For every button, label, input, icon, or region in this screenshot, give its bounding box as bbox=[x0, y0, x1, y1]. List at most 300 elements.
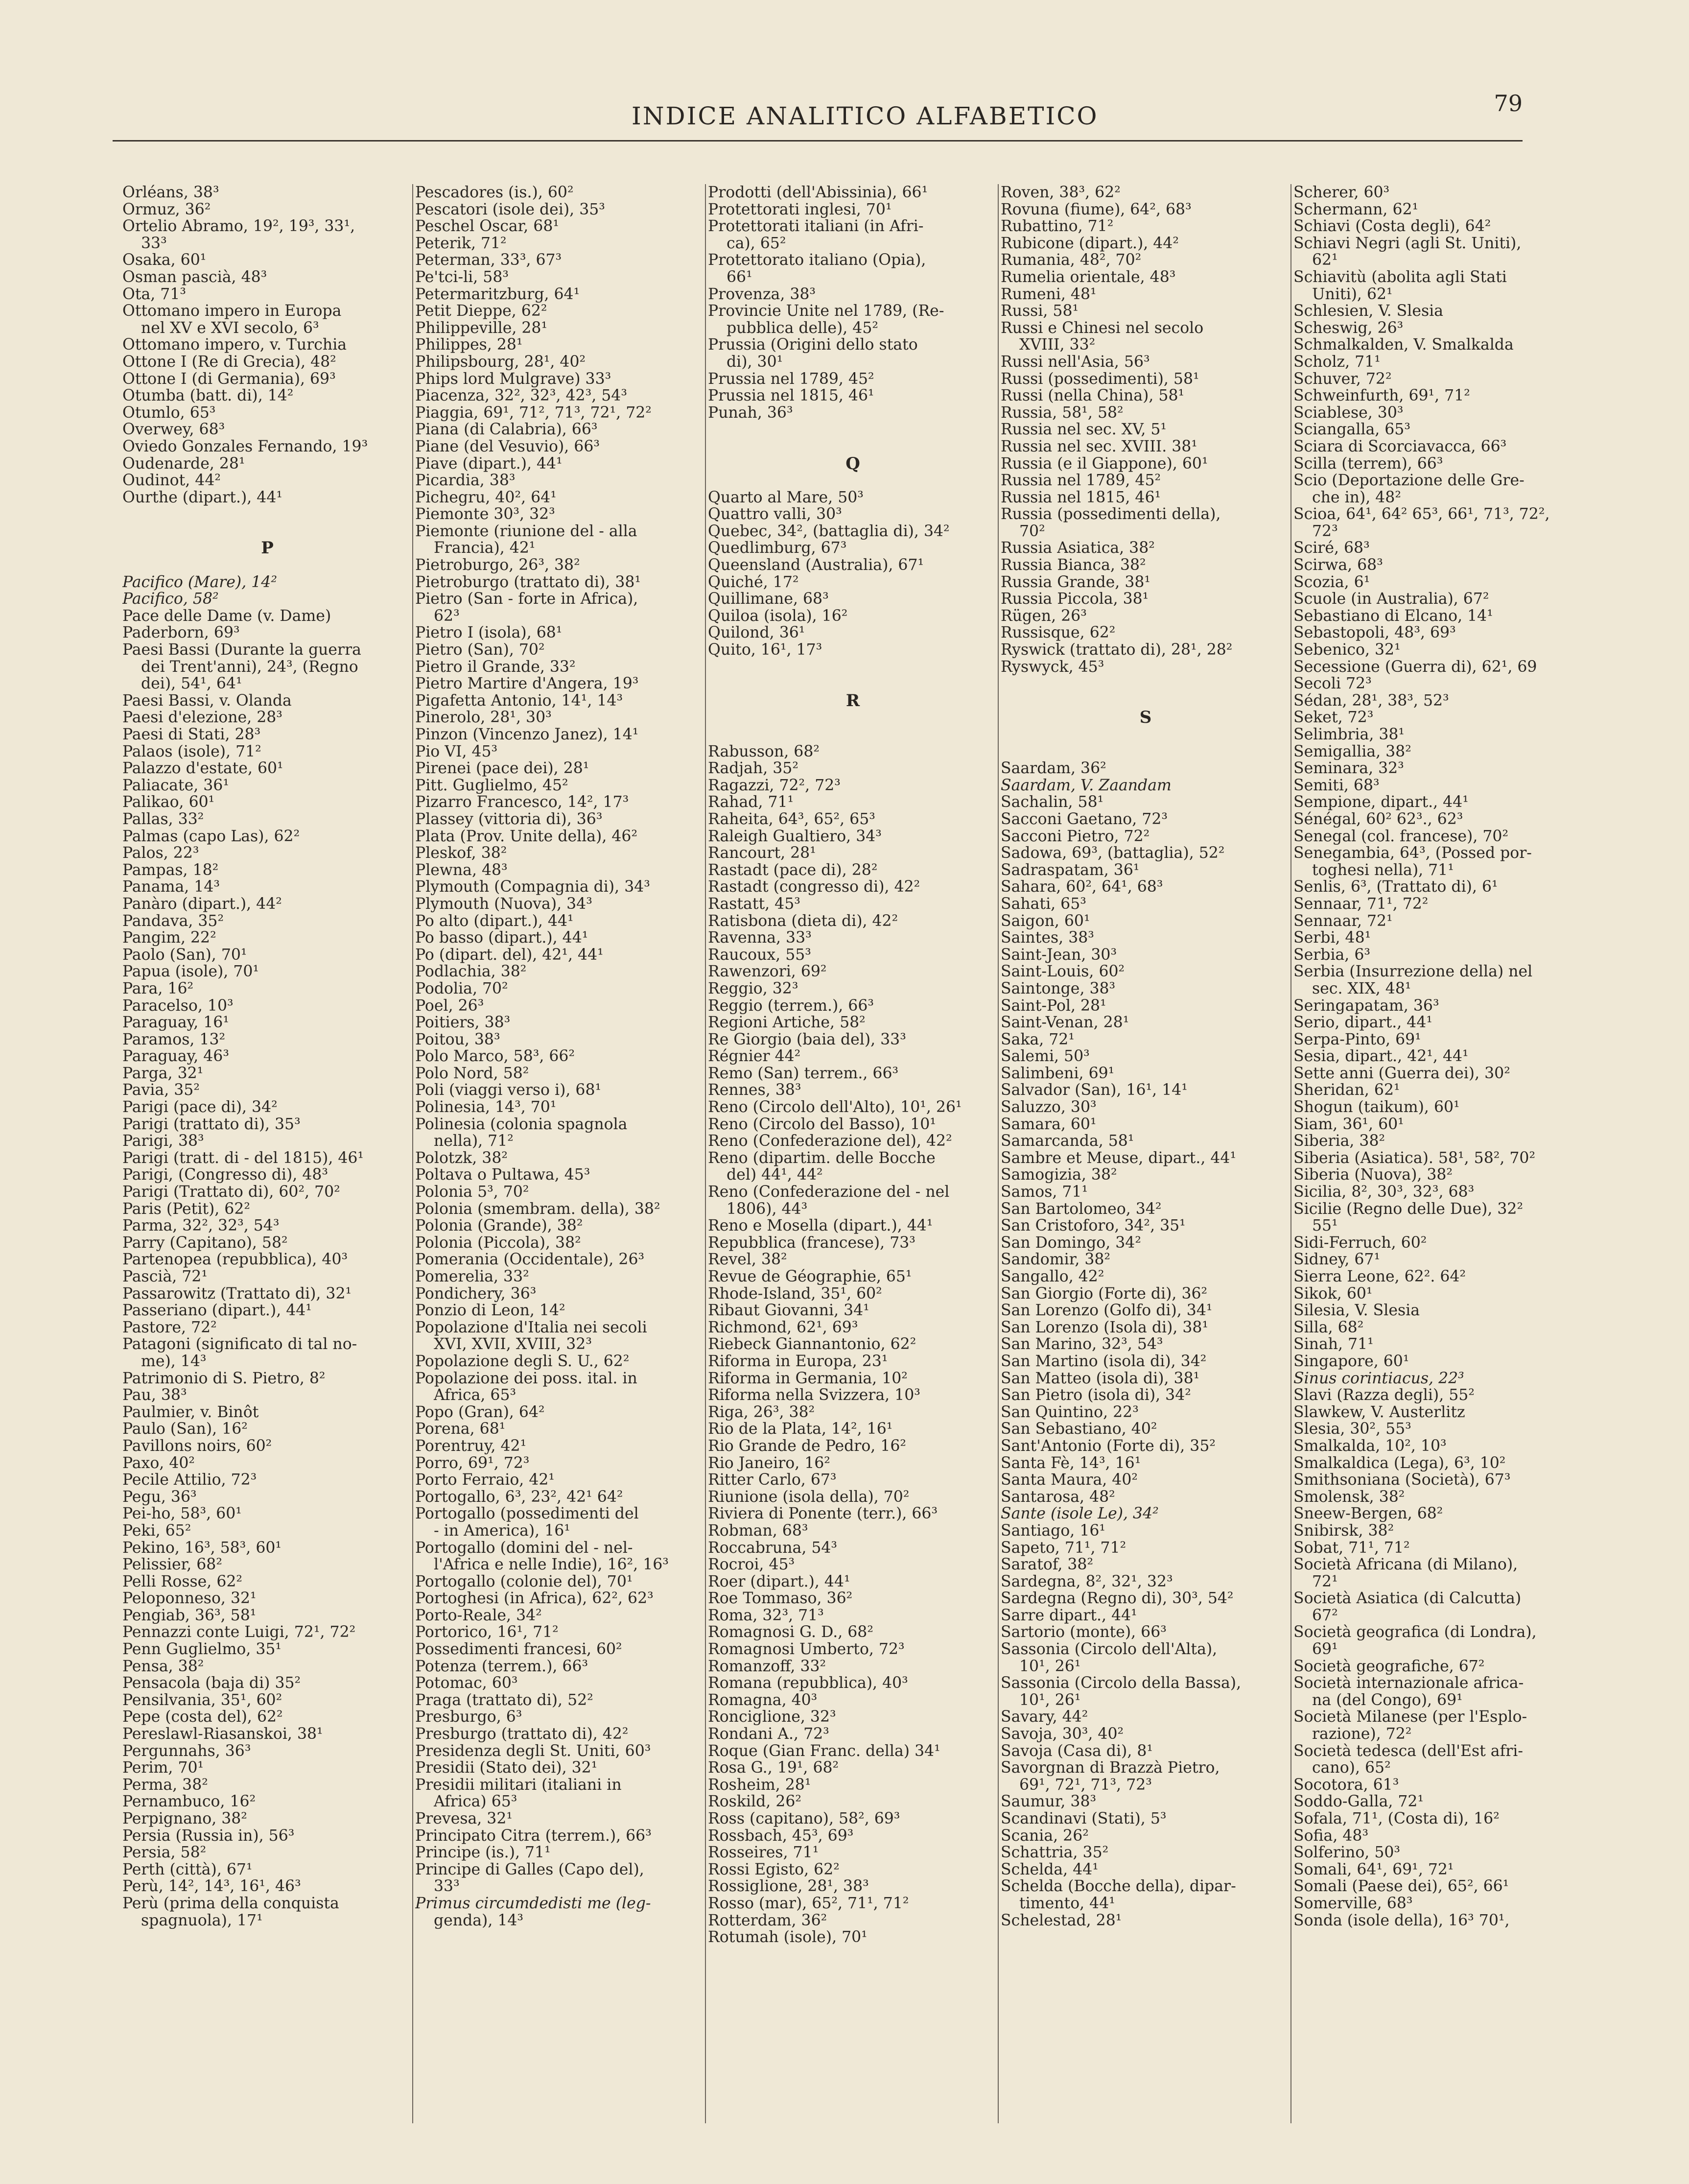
index-entry: Paesi d'elezione, 28³ bbox=[122, 709, 282, 726]
index-entry-continuation: dei Trent'anni), 24³, (Regno bbox=[141, 658, 358, 676]
index-entry: Pace delle Dame (v. Dame) bbox=[122, 607, 331, 625]
index-entry: Quebec, 34², (battaglia di), 34² bbox=[708, 522, 950, 540]
index-entry: Peki, 65² bbox=[122, 1522, 191, 1540]
index-entry: Sassonia (Circolo dell'Alta), bbox=[1001, 1641, 1218, 1658]
index-entry: Paderborn, 69³ bbox=[122, 624, 240, 642]
index-entry: Peschel Oscar, 68¹ bbox=[415, 218, 559, 235]
index-entry: San Quintino, 22³ bbox=[1001, 1403, 1139, 1421]
index-entry: Sciangalla, 65³ bbox=[1293, 421, 1410, 438]
index-entry: Palaos (isole), 71² bbox=[122, 743, 261, 760]
index-entry: Saint-Pol, 28¹ bbox=[1001, 997, 1106, 1015]
index-entry: Pepe (costa del), 62² bbox=[122, 1709, 283, 1726]
index-entry: Società internazionale africa- bbox=[1293, 1675, 1524, 1692]
index-entry: Serbia (Insurrezione della) nel bbox=[1293, 963, 1533, 980]
index-entry: Pekino, 16³, 58³, 60¹ bbox=[122, 1539, 282, 1557]
index-entry: Ritter Carlo, 67³ bbox=[708, 1472, 837, 1489]
index-entry: Ottone I (di Germania), 69³ bbox=[122, 370, 336, 388]
index-entry: Società Milanese (per l'Esplo- bbox=[1293, 1709, 1527, 1726]
index-entry: Pichegru, 40², 64¹ bbox=[415, 489, 557, 506]
index-entry: Smolensk, 38² bbox=[1293, 1488, 1405, 1506]
index-entry: Sofia, 48³ bbox=[1293, 1827, 1369, 1845]
index-entry: Paramos, 13² bbox=[122, 1031, 226, 1048]
index-entry: Salvador (San), 16¹, 14¹ bbox=[1001, 1082, 1188, 1099]
index-entry: Sikok, 60¹ bbox=[1293, 1285, 1373, 1303]
index-entry-continuation: 72¹ bbox=[1312, 1573, 1338, 1591]
index-entry: Soddo-Galla, 72¹ bbox=[1293, 1793, 1424, 1810]
index-entry-continuation: XVIII, 33² bbox=[1019, 336, 1096, 354]
index-entry: Pavia, 35² bbox=[122, 1082, 200, 1099]
index-entry-continuation: 55¹ bbox=[1312, 1217, 1338, 1234]
index-entry: Prussia nel 1789, 45² bbox=[708, 370, 874, 388]
index-entry: Parigi (Trattato di), 60², 70² bbox=[122, 1184, 340, 1201]
index-entry: Presidii militari (italiani in bbox=[415, 1776, 622, 1794]
index-entry-continuation: pubblica delle), 45² bbox=[727, 319, 878, 337]
index-column-1 bbox=[122, 184, 413, 2123]
index-entry: Roven, 38³, 62² bbox=[1001, 184, 1121, 201]
index-entry: Sheridan, 62¹ bbox=[1293, 1082, 1400, 1099]
index-entry: Russi, 58¹ bbox=[1001, 303, 1079, 320]
index-entry: Sidi-Ferruch, 60² bbox=[1293, 1234, 1427, 1252]
index-entry: Salemi, 50³ bbox=[1001, 1048, 1090, 1065]
index-entry: Schuver, 72² bbox=[1293, 370, 1392, 388]
index-entry: Rosseires, 71¹ bbox=[708, 1844, 819, 1861]
index-entry-continuation: sec. XIX, 48¹ bbox=[1312, 980, 1411, 997]
index-entry: Portorico, 16¹, 71² bbox=[415, 1624, 559, 1641]
index-entry: Pescadores (is.), 60² bbox=[415, 184, 574, 201]
index-entry: Régnier 44² bbox=[708, 1048, 801, 1065]
index-entry: Paulmier, v. Binôt bbox=[122, 1403, 259, 1421]
index-entry: Peloponneso, 32¹ bbox=[122, 1590, 257, 1607]
index-entry: Saint-Jean, 30³ bbox=[1001, 946, 1117, 964]
index-entry: Saardam, 36² bbox=[1001, 760, 1106, 777]
index-entry: Russia (e il Giappone), 60¹ bbox=[1001, 455, 1208, 473]
index-entry: Panàro (dipart.), 44² bbox=[122, 895, 282, 913]
index-entry: Sciré, 68³ bbox=[1293, 540, 1370, 557]
index-entry: Pietro (San - forte in Africa), bbox=[415, 591, 638, 608]
index-entry: Paolo (San), 70¹ bbox=[122, 946, 247, 964]
index-entry: Rosso (mar), 65², 71¹, 71² bbox=[708, 1895, 909, 1912]
index-entry: Popo (Gran), 64² bbox=[415, 1403, 545, 1421]
index-entry: Roe Tommaso, 36² bbox=[708, 1590, 853, 1607]
index-entry: Palikao, 60¹ bbox=[122, 794, 215, 811]
index-entry-continuation: timento, 44¹ bbox=[1019, 1895, 1115, 1912]
index-entry: Paris (Petit), 62² bbox=[122, 1200, 250, 1218]
index-entry: Pastore, 72² bbox=[122, 1319, 217, 1336]
index-entry: Pinerolo, 28¹, 30³ bbox=[415, 709, 552, 726]
index-entry: Pensacola (baja di) 35² bbox=[122, 1675, 301, 1692]
index-entry: Scandinavi (Stati), 5³ bbox=[1001, 1810, 1167, 1828]
index-entry: Polonia (Piccola), 38² bbox=[415, 1234, 581, 1252]
index-entry-continuation: Uniti), 62¹ bbox=[1312, 285, 1393, 303]
index-entry: Savorgnan di Brazzà Pietro, bbox=[1001, 1759, 1220, 1777]
index-entry: Portoghesi (in Africa), 62², 62³ bbox=[415, 1590, 654, 1607]
index-entry: Revue de Géographie, 65¹ bbox=[708, 1268, 912, 1285]
spacer bbox=[1001, 675, 1290, 692]
index-entry: Siberia, 38² bbox=[1293, 1133, 1385, 1150]
index-entry-continuation: Africa) 65³ bbox=[434, 1793, 517, 1810]
index-entry: Riga, 26³, 38² bbox=[708, 1403, 815, 1421]
index-entry: Portogallo, 6³, 23², 42¹ 64² bbox=[415, 1488, 623, 1506]
index-entry: Ribaut Giovanni, 34¹ bbox=[708, 1302, 869, 1319]
index-entry: Richmond, 62¹, 69³ bbox=[708, 1319, 858, 1336]
index-entry: Pizarro Francesco, 14², 17³ bbox=[415, 794, 629, 811]
index-entry: Senegal (col. francese), 70² bbox=[1293, 828, 1509, 845]
index-entry-continuation: nella), 71² bbox=[434, 1133, 514, 1150]
spacer bbox=[708, 472, 998, 489]
index-entry: Pietro (San), 70² bbox=[415, 641, 545, 659]
index-entry: Otumba (batt. di), 14² bbox=[122, 387, 294, 404]
index-entry: Rumania, 48², 70² bbox=[1001, 252, 1142, 269]
index-entry: Peterman, 33³, 67³ bbox=[415, 252, 562, 269]
index-entry: Pengiab, 36³, 58¹ bbox=[122, 1607, 257, 1624]
index-entry: Palmas (capo Las), 62² bbox=[122, 828, 300, 845]
index-entry: Punah, 36³ bbox=[708, 404, 793, 422]
index-entry: Quillimane, 68³ bbox=[708, 591, 829, 608]
index-entry-continuation: dei), 54¹, 64¹ bbox=[141, 675, 242, 692]
index-entry: Samos, 71¹ bbox=[1001, 1184, 1088, 1201]
index-entry: Philipsbourg, 28¹, 40² bbox=[415, 353, 586, 371]
index-entry: Serpa-Pinto, 69¹ bbox=[1293, 1031, 1421, 1048]
index-entry: Russia Bianca, 38² bbox=[1001, 557, 1146, 574]
index-entry: Saluzzo, 30³ bbox=[1001, 1099, 1097, 1116]
index-entry: Polonia (Grande), 38² bbox=[415, 1217, 583, 1234]
index-entry: Podlachia, 38² bbox=[415, 963, 527, 980]
index-entry: Russia, 58¹, 58² bbox=[1001, 404, 1124, 422]
index-entry: Paraguay, 16¹ bbox=[122, 1014, 229, 1031]
index-entry-continuation: di), 30¹ bbox=[727, 353, 783, 371]
index-entry: Pensa, 38² bbox=[122, 1658, 204, 1675]
index-entry: Seminara, 32³ bbox=[1293, 760, 1404, 777]
index-entry-continuation: nel XV e XVI secolo, 6³ bbox=[141, 319, 319, 337]
spacer bbox=[122, 523, 412, 540]
index-entry: Saumur, 38³ bbox=[1001, 1793, 1097, 1810]
index-entry: Parigi (trattato di), 35³ bbox=[122, 1116, 301, 1133]
index-entry: Penn Guglielmo, 35¹ bbox=[122, 1641, 282, 1658]
index-entry: Robman, 68³ bbox=[708, 1522, 808, 1540]
index-entry: Principe (is.), 71¹ bbox=[415, 1844, 551, 1861]
index-entry: Otumlo, 65³ bbox=[122, 404, 216, 422]
index-entry: Porto Ferraio, 42¹ bbox=[415, 1472, 555, 1489]
index-entry: Revel, 38² bbox=[708, 1251, 787, 1268]
spacer bbox=[708, 726, 998, 743]
index-entry: Riforma in Europa, 23¹ bbox=[708, 1353, 888, 1370]
index-entry: Società geografica (di Londra), bbox=[1293, 1624, 1537, 1641]
index-entry: Singapore, 60¹ bbox=[1293, 1353, 1409, 1370]
index-entry: Protettorato italiano (Opia), bbox=[708, 252, 926, 269]
index-entry: Porentruy, 42¹ bbox=[415, 1437, 527, 1455]
index-entry: Santa Fè, 14³, 16¹ bbox=[1001, 1454, 1141, 1472]
index-entry: Rahad, 71¹ bbox=[708, 794, 794, 811]
index-entry: San Pietro (isola di), 34² bbox=[1001, 1387, 1191, 1404]
index-entry-continuation: Francia), 42¹ bbox=[434, 540, 536, 557]
index-entry: Schelda (Bocche della), dipar- bbox=[1001, 1878, 1236, 1895]
index-entry: Sinus corintiacus, 22³ bbox=[1293, 1370, 1464, 1387]
index-entry: Pelli Rosse, 62² bbox=[122, 1573, 243, 1591]
index-entry: Radjah, 35² bbox=[708, 760, 798, 777]
index-entry: Perim, 70¹ bbox=[122, 1759, 204, 1777]
index-entry: Prevesa, 32¹ bbox=[415, 1810, 513, 1828]
index-entry: Schweinfurth, 69¹, 71² bbox=[1293, 387, 1470, 404]
index-entry-continuation: Africa, 65³ bbox=[434, 1387, 516, 1404]
index-entry-continuation: 69¹ bbox=[1312, 1641, 1338, 1658]
index-entry: Pigafetta Antonio, 14¹, 14³ bbox=[415, 692, 623, 710]
index-entry: Rawenzori, 69² bbox=[708, 963, 827, 980]
index-entry: Pavillons noirs, 60² bbox=[122, 1437, 272, 1455]
index-entry: Primus circumdedisti me (leg- bbox=[415, 1895, 651, 1912]
index-entry: San Domingo, 34² bbox=[1001, 1234, 1141, 1252]
spacer bbox=[122, 557, 412, 574]
index-entry: Roer (dipart.), 44¹ bbox=[708, 1573, 850, 1591]
spacer bbox=[708, 709, 998, 726]
index-entry: Piaggia, 69¹, 71², 71³, 72¹, 72² bbox=[415, 404, 652, 422]
spacer bbox=[1001, 692, 1290, 710]
index-entry-continuation: me), 14³ bbox=[141, 1353, 207, 1370]
index-entry: Sambre et Meuse, dipart., 44¹ bbox=[1001, 1149, 1237, 1167]
index-entry-continuation: 33³ bbox=[141, 235, 167, 252]
index-entry-continuation: del) 44¹, 44² bbox=[727, 1166, 823, 1184]
index-entry: Sidney, 67¹ bbox=[1293, 1251, 1381, 1268]
spacer bbox=[708, 421, 998, 438]
index-entry: Ottomano impero, v. Turchia bbox=[122, 336, 347, 354]
index-entry-continuation: l'Africa e nelle Indie), 16², 16³ bbox=[434, 1556, 669, 1573]
index-entry: Perpignano, 38² bbox=[122, 1810, 247, 1828]
index-entry: Patagoni (significato di tal no- bbox=[122, 1336, 357, 1353]
index-entry: Siberia (Asiatica). 58¹, 58², 70² bbox=[1293, 1149, 1536, 1167]
index-entry: Saardam, V. Zaandam bbox=[1001, 777, 1172, 794]
index-entry-continuation: ca), 65² bbox=[727, 235, 786, 252]
index-entry: Reno e Mosella (dipart.), 44¹ bbox=[708, 1217, 933, 1234]
index-entry: Reno (Confederazione del), 42² bbox=[708, 1133, 952, 1150]
index-entry: Piemonte 30³, 32³ bbox=[415, 506, 555, 523]
index-entry: Slawkew, V. Austerlitz bbox=[1293, 1403, 1465, 1421]
index-entry: Sandomir, 38² bbox=[1001, 1251, 1111, 1268]
index-entry: Piave (dipart.), 44¹ bbox=[415, 455, 563, 473]
index-entry: Sartorio (monte), 66³ bbox=[1001, 1624, 1167, 1641]
page-header bbox=[113, 90, 1523, 142]
index-entry: Russia nel 1789, 45² bbox=[1001, 472, 1161, 489]
index-entry: Principato Citra (terrem.), 66³ bbox=[415, 1827, 652, 1845]
index-entry: Perth (città), 67¹ bbox=[122, 1861, 253, 1878]
index-entry: Petit Dieppe, 62² bbox=[415, 303, 547, 320]
index-entry: Riebeck Giannantonio, 62² bbox=[708, 1336, 916, 1353]
index-entry: Parga, 32¹ bbox=[122, 1065, 204, 1082]
index-entry: Rondani A., 72³ bbox=[708, 1726, 829, 1743]
index-entry: Semigallia, 38² bbox=[1293, 743, 1411, 760]
index-column-5 bbox=[1293, 184, 1583, 2123]
index-entry: Rennes, 38³ bbox=[708, 1082, 801, 1099]
index-entry: Schiavitù (abolita agli Stati bbox=[1293, 268, 1507, 286]
index-entry: Quiloa (isola), 16² bbox=[708, 607, 848, 625]
index-entry: Reggio, 32³ bbox=[708, 980, 798, 997]
index-entry: Rocroi, 45³ bbox=[708, 1556, 795, 1573]
index-entry: Schmalkalden, V. Smalkalda bbox=[1293, 336, 1514, 354]
index-entry: Partenopea (repubblica), 40³ bbox=[122, 1251, 348, 1268]
index-entry: Pinzon (Vincenzo Janez), 14¹ bbox=[415, 726, 639, 743]
index-entry: Provincie Unite nel 1789, (Re- bbox=[708, 303, 944, 320]
index-entry: Rubattino, 71² bbox=[1001, 218, 1114, 235]
index-entry: Porro, 69¹, 72³ bbox=[415, 1454, 530, 1472]
index-entry: Sant'Antonio (Forte di), 35² bbox=[1001, 1437, 1216, 1455]
index-entry: Pietro Martire d'Angera, 19³ bbox=[415, 675, 639, 692]
index-entry: Polo Marco, 58³, 66² bbox=[415, 1048, 575, 1065]
index-entry-continuation: 33³ bbox=[434, 1878, 460, 1895]
index-entry: Polo Nord, 58² bbox=[415, 1065, 529, 1082]
index-entry: Plewna, 48³ bbox=[415, 861, 508, 879]
index-entry: San Martino (isola di), 34² bbox=[1001, 1353, 1207, 1370]
index-entry: Petermaritzburg, 64¹ bbox=[415, 285, 580, 303]
index-entry: Pomerania (Occidentale), 26³ bbox=[415, 1251, 645, 1268]
index-entry-continuation: cano), 65² bbox=[1312, 1759, 1391, 1777]
index-entry: Solferino, 50³ bbox=[1293, 1844, 1401, 1861]
index-entry: Parigi (tratt. di - del 1815), 46¹ bbox=[122, 1149, 364, 1167]
index-entry: Seringapatam, 36³ bbox=[1293, 997, 1439, 1015]
index-entry: Passeriano (dipart.), 44¹ bbox=[122, 1302, 312, 1319]
index-entry: Regioni Artiche, 58² bbox=[708, 1014, 866, 1031]
index-entry: Sofala, 71¹, (Costa di), 16² bbox=[1293, 1810, 1500, 1828]
index-entry: Russia nel sec. XVIII. 38¹ bbox=[1001, 438, 1197, 455]
index-entry: Ragazzi, 72², 72³ bbox=[708, 777, 841, 794]
index-entry: Secessione (Guerra di), 62¹, 69 bbox=[1293, 658, 1537, 676]
index-entry: Saint-Venan, 28¹ bbox=[1001, 1014, 1129, 1031]
index-entry: Sebenico, 32¹ bbox=[1293, 641, 1401, 659]
index-entry: Seket, 72³ bbox=[1293, 709, 1374, 726]
index-entry: Sarre dipart., 44¹ bbox=[1001, 1607, 1137, 1624]
index-entry: Raleigh Gualtiero, 34³ bbox=[708, 828, 882, 845]
index-entry: Principe di Galles (Capo del), bbox=[415, 1861, 644, 1878]
page-title: INDICE ANALITICO ALFABETICO bbox=[632, 102, 1099, 130]
index-entry: Samogizia, 38² bbox=[1001, 1166, 1117, 1184]
index-entry: Reno (Circolo dell'Alto), 10¹, 26¹ bbox=[708, 1099, 962, 1116]
index-entry: Slesia, 30², 55³ bbox=[1293, 1421, 1411, 1438]
index-entry: Smalkaldica (Lega), 6³, 10² bbox=[1293, 1454, 1506, 1472]
index-entry: Sciara di Scorciavacca, 66³ bbox=[1293, 438, 1507, 455]
index-entry: Società Asiatica (di Calcutta) bbox=[1293, 1590, 1522, 1607]
index-entry: Prussia (Origini dello stato bbox=[708, 336, 918, 354]
index-entry: Phips lord Mulgrave) 33³ bbox=[415, 370, 611, 388]
spacer bbox=[122, 506, 412, 523]
index-entry: Silla, 68² bbox=[1293, 1319, 1364, 1336]
index-entry: Queensland (Australia), 67¹ bbox=[708, 557, 924, 574]
index-entry: Sonda (isole della), 16³ 70¹, bbox=[1293, 1912, 1510, 1929]
index-entry: Russisque, 62² bbox=[1001, 624, 1116, 642]
index-entry: Pe'tci-li, 58³ bbox=[415, 268, 509, 286]
index-entry: Roma, 32³, 71³ bbox=[708, 1607, 824, 1624]
index-entry: Scuole (in Australia), 67² bbox=[1293, 591, 1489, 608]
index-entry-continuation: 1806), 44³ bbox=[727, 1200, 808, 1218]
index-entry: Pangim, 22² bbox=[122, 929, 216, 947]
index-entry: Rabusson, 68² bbox=[708, 743, 820, 760]
index-entry: Sobat, 71¹, 71² bbox=[1293, 1539, 1410, 1557]
index-entry: Pondichery, 36³ bbox=[415, 1285, 537, 1303]
index-entry: Oudenarde, 28¹ bbox=[122, 455, 245, 473]
index-entry: Rovuna (fiume), 64², 68³ bbox=[1001, 201, 1192, 218]
index-entry: Sapeto, 71¹, 71² bbox=[1001, 1539, 1126, 1557]
index-entry: Semiti, 68³ bbox=[1293, 777, 1380, 794]
index-entry: Philippes, 28¹ bbox=[415, 336, 523, 354]
index-entry: Santarosa, 48² bbox=[1001, 1488, 1115, 1506]
index-entry: Philippeville, 28¹ bbox=[415, 319, 548, 337]
index-entry: Sennaar, 72¹ bbox=[1293, 912, 1393, 930]
index-entry: Società tedesca (dell'Est afri- bbox=[1293, 1742, 1524, 1760]
index-entry: Russia Grande, 38¹ bbox=[1001, 573, 1151, 591]
index-entry: Quito, 16¹, 17³ bbox=[708, 641, 822, 659]
index-entry: San Cristoforo, 34², 35¹ bbox=[1001, 1217, 1186, 1234]
index-entry: Portogallo (domini del - nel- bbox=[415, 1539, 633, 1557]
index-entry: Rancourt, 28¹ bbox=[708, 845, 816, 862]
index-entry: Perù (prima della conquista bbox=[122, 1895, 339, 1912]
index-entry: Senegambia, 64³, (Possed por- bbox=[1293, 845, 1532, 862]
index-entry: Russia Asiatica, 38² bbox=[1001, 540, 1155, 557]
index-entry: Ota, 71³ bbox=[122, 285, 186, 303]
index-column-3 bbox=[708, 184, 999, 2123]
index-entry: Sebastopoli, 48³, 69³ bbox=[1293, 624, 1456, 642]
index-entry: Romana (repubblica), 40³ bbox=[708, 1675, 908, 1692]
index-entry: Società Africana (di Milano), bbox=[1293, 1556, 1518, 1573]
index-entry: Sassonia (Circolo della Bassa), bbox=[1001, 1675, 1242, 1692]
index-entry: Ormuz, 36² bbox=[122, 201, 211, 218]
index-entry: Russi nell'Asia, 56³ bbox=[1001, 353, 1150, 371]
index-entry: Rügen, 26³ bbox=[1001, 607, 1087, 625]
index-entry: Quarto al Mare, 50³ bbox=[708, 489, 864, 506]
index-entry: Somali (Paese dei), 65², 66¹ bbox=[1293, 1878, 1509, 1895]
index-entry: Rastatt, 45³ bbox=[708, 895, 800, 913]
index-entry: Pegu, 36³ bbox=[122, 1488, 197, 1506]
index-entry: Remo (San) terrem., 66³ bbox=[708, 1065, 899, 1082]
index-entry: Piana (di Calabria), 66³ bbox=[415, 421, 598, 438]
index-entry: Ottone I (Re di Grecia), 48² bbox=[122, 353, 336, 371]
index-entry: Popolazione d'Italia nei secoli bbox=[415, 1319, 647, 1336]
index-entry-continuation: 62¹ bbox=[1312, 252, 1338, 269]
index-entry: Pio VI, 45³ bbox=[415, 743, 498, 760]
index-entry: Paesi Bassi (Durante la guerra bbox=[122, 641, 361, 659]
index-entry: Sadraspatam, 36¹ bbox=[1001, 861, 1140, 879]
index-entry: San Sebastiano, 40² bbox=[1001, 1421, 1157, 1438]
index-entry: Picardia, 38³ bbox=[415, 472, 516, 489]
index-entry: Riunione (isola della), 70² bbox=[708, 1488, 910, 1506]
index-entry: Shogun (taikum), 60¹ bbox=[1293, 1099, 1460, 1116]
index-entry: Pascià, 72¹ bbox=[122, 1268, 208, 1285]
index-entry: Poitiers, 38³ bbox=[415, 1014, 511, 1031]
index-entry: Savoja, 30³, 40² bbox=[1001, 1726, 1124, 1743]
index-entry: Scioa, 64¹, 64² 65³, 66¹, 71³, 72², bbox=[1293, 506, 1550, 523]
index-entry: Palazzo d'estate, 60¹ bbox=[122, 760, 283, 777]
index-entry: Ratisbona (dieta di), 42² bbox=[708, 912, 898, 930]
index-entry: Reggio (terrem.), 66³ bbox=[708, 997, 874, 1015]
index-entry: Pampas, 18² bbox=[122, 861, 219, 879]
index-entry: Plata (Prov. Unite della), 46² bbox=[415, 828, 638, 845]
index-entry: Rossi Egisto, 62² bbox=[708, 1861, 840, 1878]
index-entry: Parigi (pace di), 34² bbox=[122, 1099, 278, 1116]
index-entry: Polonia 5³, 70² bbox=[415, 1184, 529, 1201]
index-entry: Rastadt (pace di), 28² bbox=[708, 861, 878, 879]
index-entry: Somerville, 68³ bbox=[1293, 1895, 1413, 1912]
index-entry: Prodotti (dell'Abissinia), 66¹ bbox=[708, 184, 928, 201]
index-entry: Presidenza degli St. Uniti, 60³ bbox=[415, 1742, 651, 1760]
index-entry: Roccabruna, 54³ bbox=[708, 1539, 838, 1557]
index-entry: Romagnosi G. D., 68² bbox=[708, 1624, 873, 1641]
index-entry: Pietro il Grande, 33² bbox=[415, 658, 576, 676]
index-entry: Perma, 38² bbox=[122, 1776, 208, 1794]
index-entry: Pelissier, 68² bbox=[122, 1556, 222, 1573]
index-entry: Pau, 38³ bbox=[122, 1387, 187, 1404]
index-entry: Serio, dipart., 44¹ bbox=[1293, 1014, 1432, 1031]
index-entry: Sette anni (Guerra dei), 30² bbox=[1293, 1065, 1510, 1082]
spacer bbox=[1001, 743, 1290, 760]
index-entry: Savary, 44² bbox=[1001, 1709, 1088, 1726]
index-entry: Polotzk, 38² bbox=[415, 1149, 508, 1167]
index-entry: Romagna, 40³ bbox=[708, 1691, 818, 1709]
index-entry: Rio Janeiro, 16² bbox=[708, 1454, 830, 1472]
